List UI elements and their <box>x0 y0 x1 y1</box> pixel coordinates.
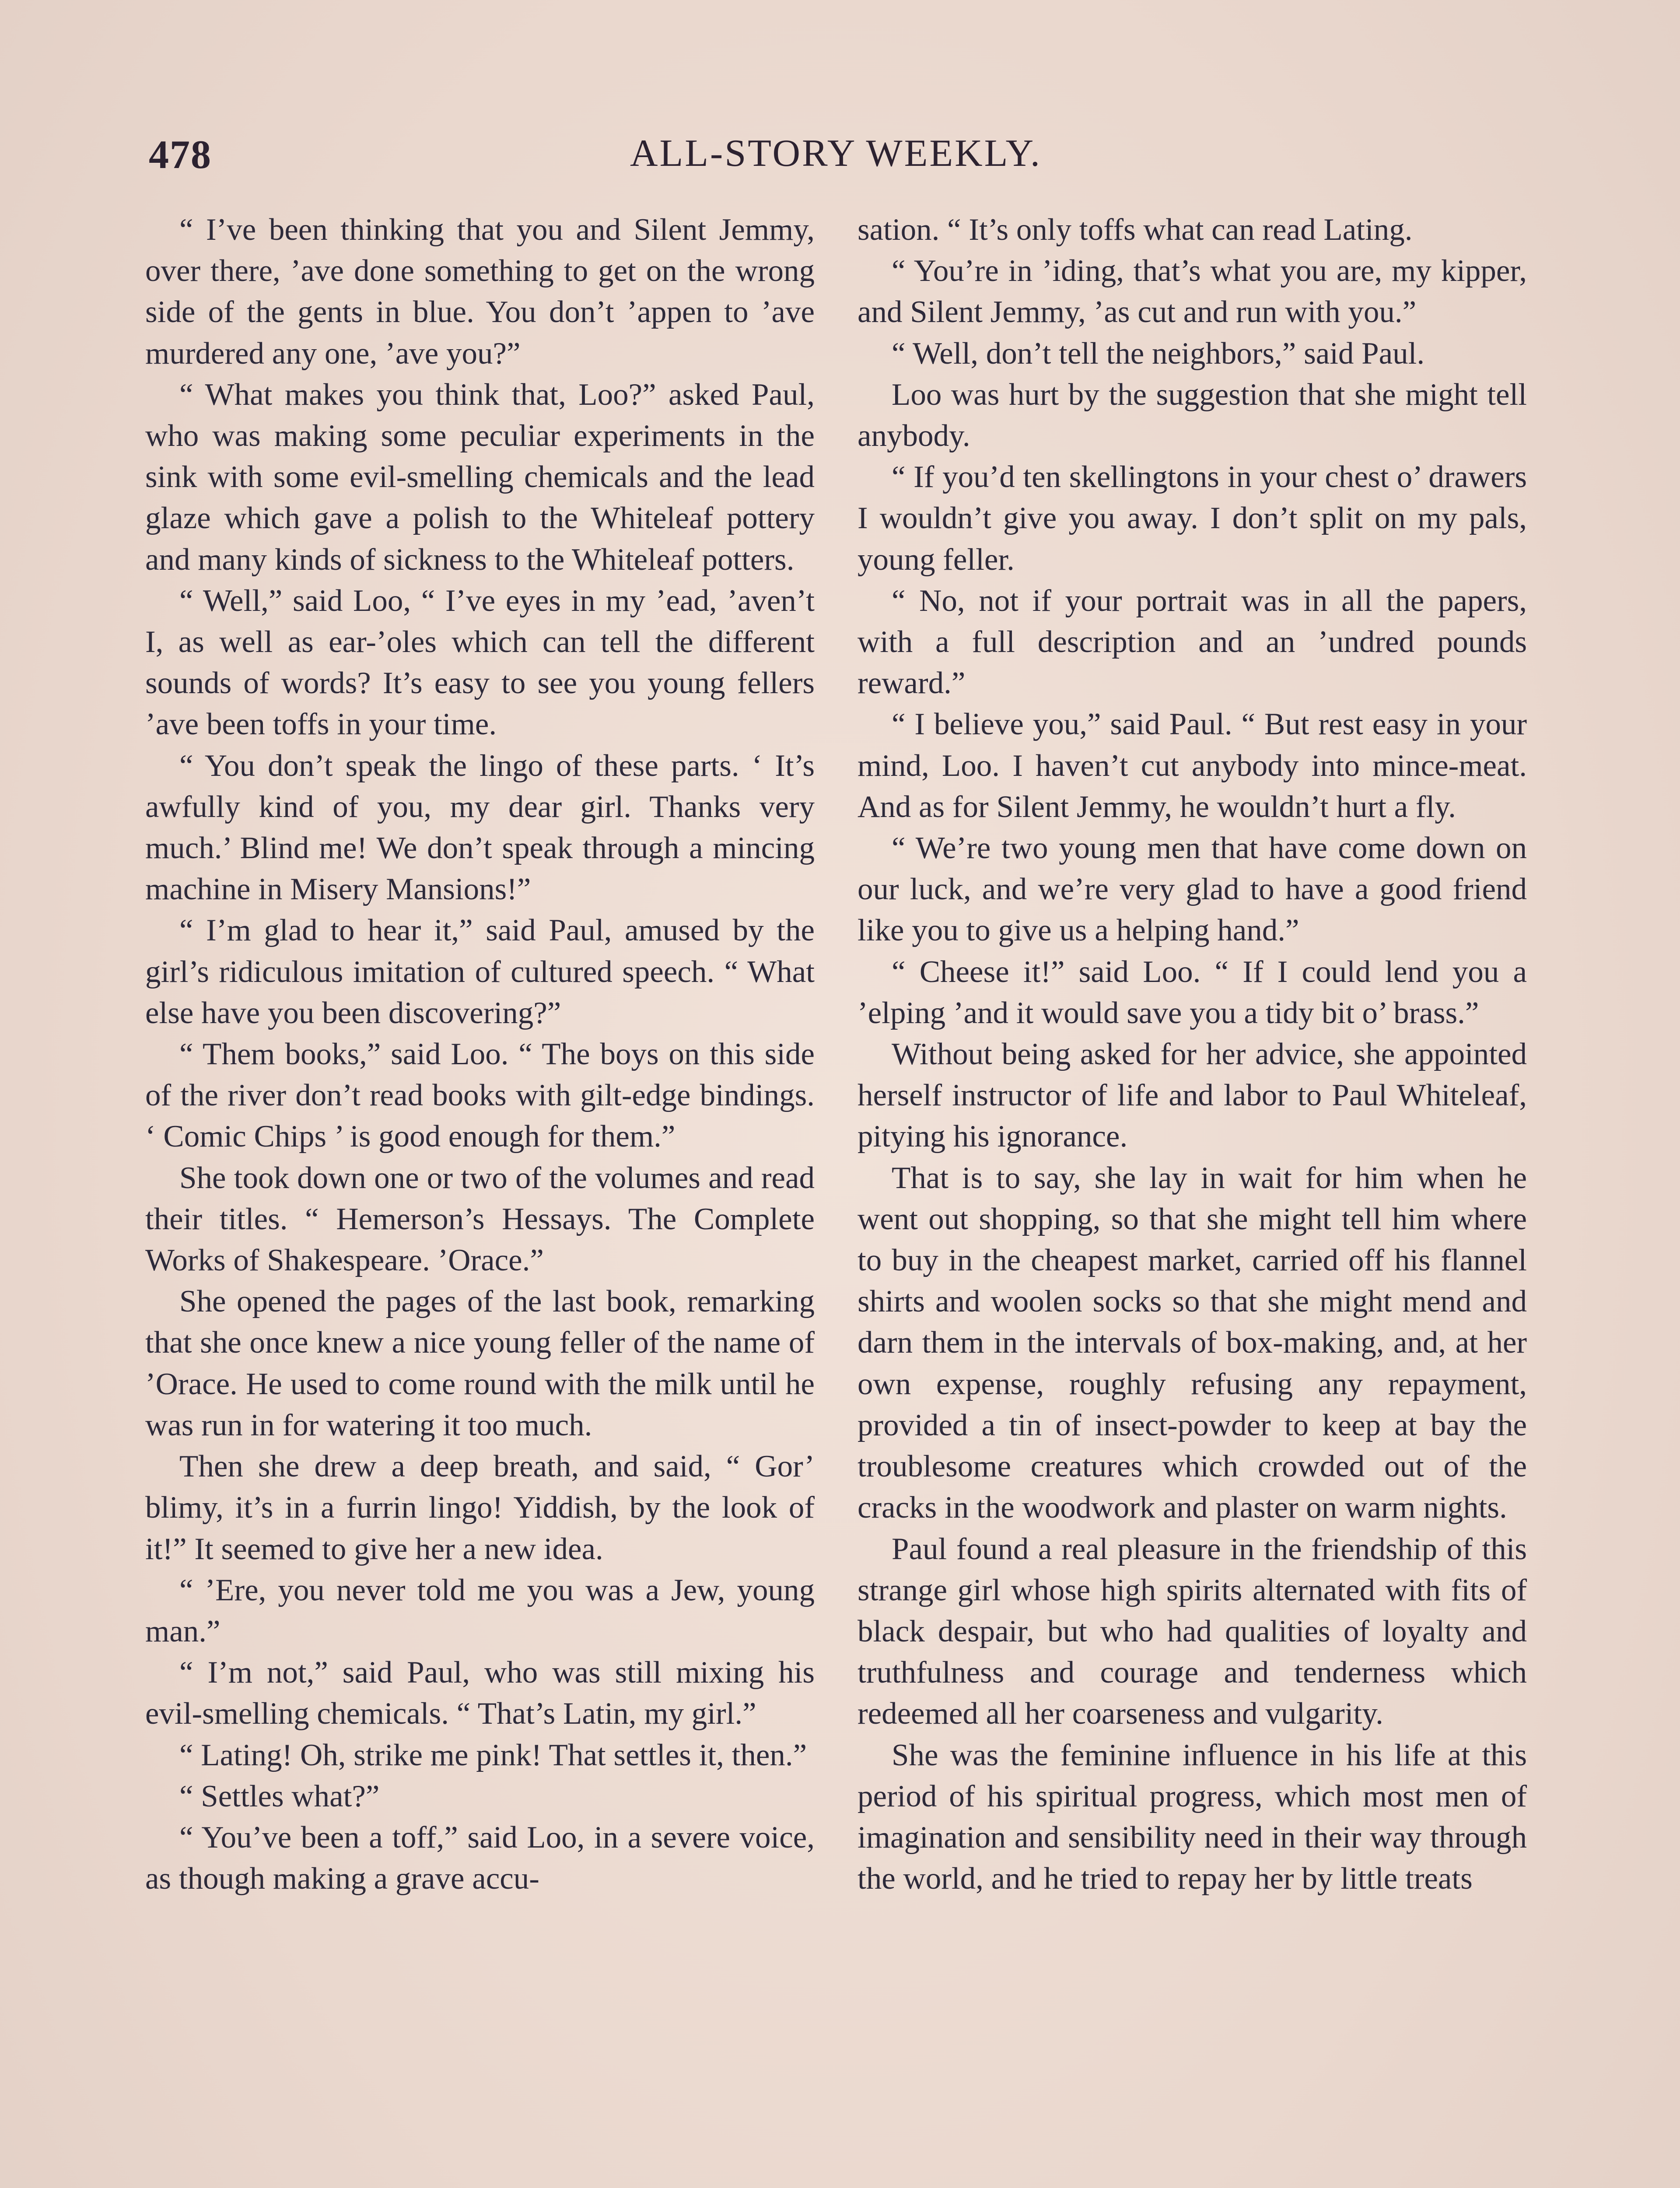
paragraph: She was the feminine influence in his life at this period of his spiritual progress, which most men of imagination and sensibility need in their way through the world, and he tried to repay her by little treats <box>858 1738 1527 1896</box>
paragraph: “ I believe you,” said Paul. “ But rest easy in your mind, Loo. I haven’t cut anybody into mince-meat. And as for Silent Jemmy, he wouldn’t hurt a fly. <box>858 707 1527 824</box>
left-column <box>145 209 815 1899</box>
paragraph: “ You’ve been a toff,” said Loo, in a severe voice, as though making a grave accu- <box>145 1820 815 1896</box>
paragraph: “ I’m not,” said Paul, who was still mixing his evil-smelling chemicals. “ That’s Latin, my girl.” <box>145 1655 815 1731</box>
paragraph: “ I’ve been thinking that you and Silent Jemmy, over there, ’ave done something to get on the wrong side of the gents in blue. You don’t ’appen to ’ave murdered any one, ’ave you?” <box>145 213 815 371</box>
page-header <box>149 131 1540 184</box>
paragraph: Without being asked for her advice, she appointed herself instructor of life and labor to Paul Whiteleaf, pitying his ignorance. <box>858 1037 1527 1154</box>
paragraph: Loo was hurt by the suggestion that she might tell anybody. <box>858 377 1527 453</box>
paragraph: “ We’re two young men that have come down on our luck, and we’re very glad to have a good friend like you to give us a helping hand.” <box>858 831 1527 948</box>
running-title: ALL-STORY WEEKLY. <box>630 132 1042 175</box>
paragraph: Paul found a real pleasure in the friendship of this strange girl whose high spirits alternated with fits of black despair, but who had qualities of loyalty and truthfulness and courage and tenderness which redeemed all her coarseness and vulgarity. <box>858 1532 1527 1731</box>
page-number: 478 <box>149 132 212 177</box>
paragraph: “ Lating! Oh, strike me pink! That settles it, then.” <box>179 1738 807 1772</box>
paragraph: “ No, not if your portrait was in all the papers, with a full description and an ’undred pounds reward.” <box>858 583 1527 701</box>
paragraph: She took down one or two of the volumes and read their titles. “ Hemerson’s Hessays. The Complete Works of Shakespeare. ’Orace.” <box>145 1161 815 1278</box>
paragraph: “ Cheese it!” said Loo. “ If I could lend you a ’elping ’and it would save you a tidy bit o’ brass.” <box>858 954 1527 1030</box>
paragraph: “ I’m glad to hear it,” said Paul, amused by the girl’s ridiculous imitation of cultured speech. “ What else have you been discovering?” <box>145 913 815 1030</box>
paragraph: “ Settles what?” <box>179 1779 380 1813</box>
paragraph: “ ’Ere, you never told me you was a Jew, young man.” <box>145 1573 815 1648</box>
paragraph: “ You don’t speak the lingo of these parts. ‘ It’s awfully kind of you, my dear girl. Thanks very much.’ Blind me! We don’t speak through a mincing machine in Misery Mansions!” <box>145 748 815 907</box>
right-column <box>858 209 1527 1899</box>
paragraph: She opened the pages of the last book, remarking that she once knew a nice young feller of the name of ’Orace. He used to come round with the milk until he was run in for watering it too much. <box>145 1284 815 1442</box>
paragraph: “ If you’d ten skellingtons in your chest o’ drawers I wouldn’t give you away. I don’t split on my pals, young feller. <box>858 460 1527 577</box>
paragraph: “ Well,” said Loo, “ I’ve eyes in my ’ead, ’aven’t I, as well as ear-’oles which can tell the different sounds of words? It’s easy to see you young fellers ’ave been toffs in your time. <box>145 583 815 742</box>
paragraph: Then she drew a deep breath, and said, “ Gor’ blimy, it’s in a furrin lingo! Yiddish, by the look of it!” It seemed to give her a new idea. <box>145 1449 815 1566</box>
paragraph: That is to say, she lay in wait for him when he went out shopping, so that she might tell him where to buy in the cheapest market, carried off his flannel shirts and woolen socks so that she might mend and darn them in the intervals of box-making, and, at her own expense, roughly refusing any repayment, provided a tin of insect-powder to keep at bay the troublesome creatures which crowded out of the cracks in the woodwork and plaster on warm nights. <box>858 1161 1527 1525</box>
paragraph: “ You’re in ’iding, that’s what you are, my kipper, and Silent Jemmy, ’as cut and run with you.” <box>858 254 1527 330</box>
continued-paragraph: sation. “ It’s only toffs what can read Lating. <box>858 213 1413 247</box>
paragraph: “ What makes you think that, Loo?” asked Paul, who was making some peculiar experiments in the sink with some evil-smelling chemicals and the lead glaze which gave a polish to the Whiteleaf pottery and many kinds of sickness to the Whiteleaf potters. <box>145 377 815 577</box>
paragraph: “ Well, don’t tell the neighbors,” said Paul. <box>892 336 1425 371</box>
paragraph: “ Them books,” said Loo. “ The boys on this side of the river don’t read books with gilt-edge bindings. ‘ Comic Chips ’ is good enough for them.” <box>145 1037 815 1154</box>
